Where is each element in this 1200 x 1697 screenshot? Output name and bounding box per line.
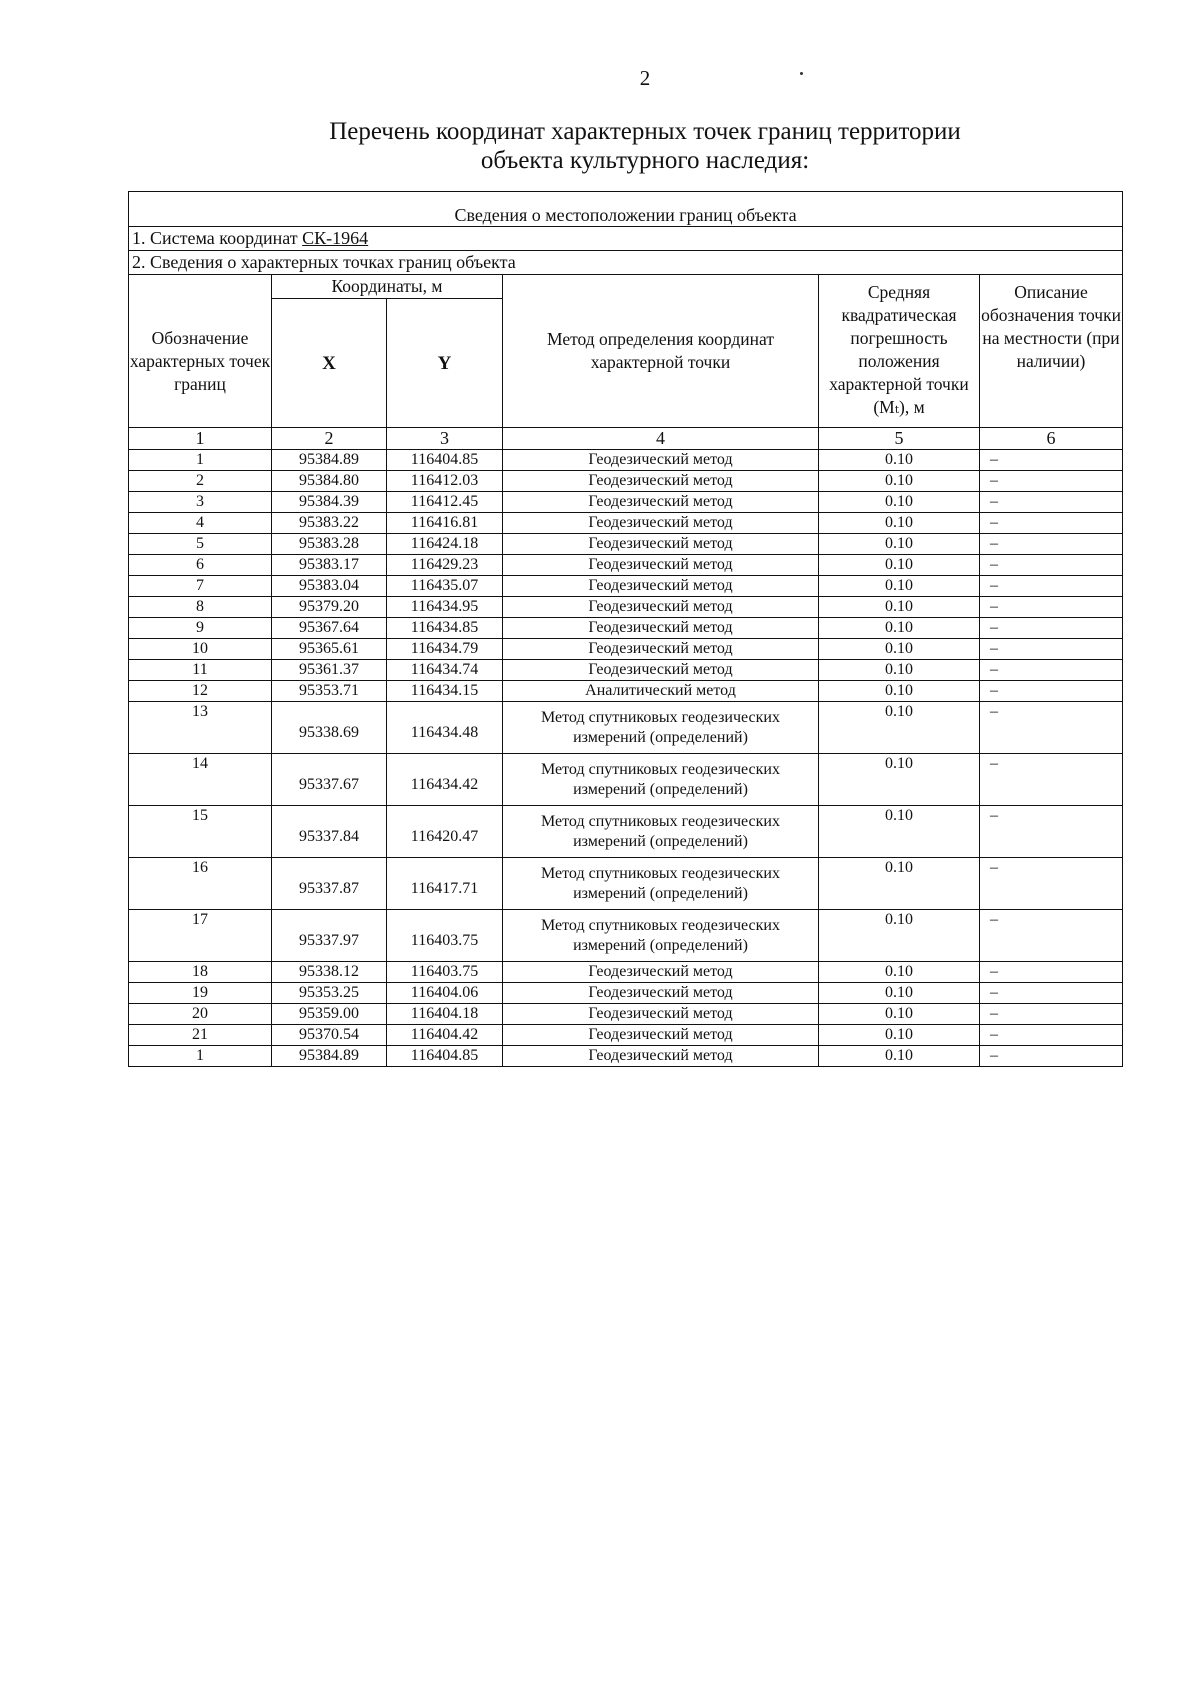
method-cell: Геодезический метод <box>503 450 819 471</box>
point-id-cell: 1 <box>129 450 272 471</box>
point-id-cell: 8 <box>129 597 272 618</box>
x-coordinate-cell: 95383.04 <box>272 576 387 597</box>
coordinate-system-row <box>129 227 1123 251</box>
header-x: X <box>272 299 387 428</box>
method-cell: Метод спутниковых геодезических измерений (определений) <box>503 910 819 962</box>
y-coordinate-cell: 116434.95 <box>387 597 503 618</box>
y-coordinate-cell: 116434.79 <box>387 639 503 660</box>
y-coordinate-cell: 116404.18 <box>387 1004 503 1025</box>
point-id-cell: 10 <box>129 639 272 660</box>
mean-error-cell: 0.10 <box>819 639 980 660</box>
table-row <box>129 471 1123 492</box>
table-row <box>129 858 1123 910</box>
x-coordinate-cell: 95338.12 <box>272 962 387 983</box>
description-cell: – <box>980 1004 1123 1025</box>
column-number: 6 <box>980 428 1123 450</box>
table-row <box>129 1025 1123 1046</box>
description-cell: – <box>980 597 1123 618</box>
x-coordinate-cell: 95370.54 <box>272 1025 387 1046</box>
x-coordinate-cell: 95383.28 <box>272 534 387 555</box>
y-coordinate-cell: 116404.06 <box>387 983 503 1004</box>
mean-error-cell: 0.10 <box>819 910 980 962</box>
table-row <box>129 754 1123 806</box>
mean-error-cell: 0.10 <box>819 806 980 858</box>
mean-error-cell: 0.10 <box>819 858 980 910</box>
x-coordinate-cell: 95337.97 <box>272 910 387 962</box>
point-id-cell: 20 <box>129 1004 272 1025</box>
method-cell: Геодезический метод <box>503 513 819 534</box>
scan-speck <box>800 72 803 75</box>
x-coordinate-cell: 95365.61 <box>272 639 387 660</box>
x-coordinate-cell: 95353.25 <box>272 983 387 1004</box>
y-coordinate-cell: 116417.71 <box>387 858 503 910</box>
x-coordinate-cell: 95338.69 <box>272 702 387 754</box>
table-row <box>129 681 1123 702</box>
header-y: Y <box>387 299 503 428</box>
table-row <box>129 513 1123 534</box>
mean-error-cell: 0.10 <box>819 471 980 492</box>
mean-error-cell: 0.10 <box>819 534 980 555</box>
header-point-description: Описание обозначения точки на местности (при наличии) <box>980 275 1123 428</box>
method-cell: Геодезический метод <box>503 1025 819 1046</box>
table-row <box>129 492 1123 513</box>
description-cell: – <box>980 681 1123 702</box>
mean-error-cell: 0.10 <box>819 597 980 618</box>
y-coordinate-cell: 116420.47 <box>387 806 503 858</box>
point-id-cell: 15 <box>129 806 272 858</box>
point-id-cell: 1 <box>129 1046 272 1067</box>
coordinate-system-name: СК-1964 <box>302 228 369 248</box>
table-row <box>129 962 1123 983</box>
document-title <box>0 117 1200 175</box>
y-coordinate-cell: 116429.23 <box>387 555 503 576</box>
table-row <box>129 639 1123 660</box>
point-id-cell: 19 <box>129 983 272 1004</box>
mean-error-cell: 0.10 <box>819 681 980 702</box>
y-coordinate-cell: 116403.75 <box>387 910 503 962</box>
y-coordinate-cell: 116404.42 <box>387 1025 503 1046</box>
y-coordinate-cell: 116404.85 <box>387 1046 503 1067</box>
table-row <box>129 910 1123 962</box>
description-cell: – <box>980 513 1123 534</box>
method-cell: Геодезический метод <box>503 597 819 618</box>
table-row <box>129 450 1123 471</box>
y-coordinate-cell: 116434.15 <box>387 681 503 702</box>
mean-error-cell: 0.10 <box>819 555 980 576</box>
x-coordinate-cell: 95359.00 <box>272 1004 387 1025</box>
column-number: 4 <box>503 428 819 450</box>
x-coordinate-cell: 95384.80 <box>272 471 387 492</box>
mean-error-cell: 0.10 <box>819 576 980 597</box>
description-cell: – <box>980 555 1123 576</box>
point-id-cell: 3 <box>129 492 272 513</box>
description-cell: – <box>980 983 1123 1004</box>
point-id-cell: 17 <box>129 910 272 962</box>
table-row <box>129 660 1123 681</box>
x-coordinate-cell: 95383.22 <box>272 513 387 534</box>
document-title-line-1: Перечень координат характерных точек границ территории <box>329 118 961 145</box>
x-coordinate-cell: 95383.17 <box>272 555 387 576</box>
description-cell: – <box>980 660 1123 681</box>
point-id-cell: 14 <box>129 754 272 806</box>
point-id-cell: 7 <box>129 576 272 597</box>
point-id-cell: 13 <box>129 702 272 754</box>
method-cell: Геодезический метод <box>503 555 819 576</box>
column-number: 2 <box>272 428 387 450</box>
mean-error-cell: 0.10 <box>819 1004 980 1025</box>
table-row <box>129 597 1123 618</box>
y-coordinate-cell: 116434.85 <box>387 618 503 639</box>
description-cell: – <box>980 492 1123 513</box>
method-cell: Геодезический метод <box>503 618 819 639</box>
method-cell: Геодезический метод <box>503 639 819 660</box>
description-cell: – <box>980 450 1123 471</box>
description-cell: – <box>980 806 1123 858</box>
point-id-cell: 6 <box>129 555 272 576</box>
table-row <box>129 983 1123 1004</box>
point-id-cell: 18 <box>129 962 272 983</box>
coordinate-system-label: 1. Система координат <box>132 228 303 248</box>
method-cell: Метод спутниковых геодезических измерений (определений) <box>503 806 819 858</box>
mean-error-cell: 0.10 <box>819 450 980 471</box>
point-id-cell: 5 <box>129 534 272 555</box>
description-cell: – <box>980 1025 1123 1046</box>
table-row <box>129 576 1123 597</box>
method-cell: Геодезический метод <box>503 660 819 681</box>
column-number: 3 <box>387 428 503 450</box>
column-number: 5 <box>819 428 980 450</box>
x-coordinate-cell: 95361.37 <box>272 660 387 681</box>
y-coordinate-cell: 116434.74 <box>387 660 503 681</box>
table-row <box>129 618 1123 639</box>
y-coordinate-cell: 116424.18 <box>387 534 503 555</box>
method-cell: Геодезический метод <box>503 962 819 983</box>
description-cell: – <box>980 962 1123 983</box>
x-coordinate-cell: 95353.71 <box>272 681 387 702</box>
x-coordinate-cell: 95384.89 <box>272 450 387 471</box>
method-cell: Геодезический метод <box>503 492 819 513</box>
mean-error-cell: 0.10 <box>819 983 980 1004</box>
table-caption: Сведения о местоположении границ объекта <box>129 192 1123 227</box>
x-coordinate-cell: 95337.67 <box>272 754 387 806</box>
mean-error-cell: 0.10 <box>819 660 980 681</box>
y-coordinate-cell: 116434.48 <box>387 702 503 754</box>
table-row <box>129 1046 1123 1067</box>
description-cell: – <box>980 754 1123 806</box>
point-id-cell: 11 <box>129 660 272 681</box>
x-coordinate-cell: 95367.64 <box>272 618 387 639</box>
mean-error-cell: 0.10 <box>819 754 980 806</box>
table-row <box>129 555 1123 576</box>
y-coordinate-cell: 116403.75 <box>387 962 503 983</box>
table-row <box>129 1004 1123 1025</box>
y-coordinate-cell: 116416.81 <box>387 513 503 534</box>
x-coordinate-cell: 95384.89 <box>272 1046 387 1067</box>
y-coordinate-cell: 116435.07 <box>387 576 503 597</box>
table-row <box>129 806 1123 858</box>
method-cell: Геодезический метод <box>503 471 819 492</box>
page-number: 2 <box>639 66 651 90</box>
point-id-cell: 9 <box>129 618 272 639</box>
method-cell: Геодезический метод <box>503 1046 819 1067</box>
point-id-cell: 4 <box>129 513 272 534</box>
column-number: 1 <box>129 428 272 450</box>
method-cell: Метод спутниковых геодезических измерений (определений) <box>503 858 819 910</box>
header-coordinates: Координаты, м <box>272 275 503 299</box>
description-cell: – <box>980 858 1123 910</box>
mean-error-cell: 0.10 <box>819 618 980 639</box>
x-coordinate-cell: 95384.39 <box>272 492 387 513</box>
description-cell: – <box>980 1046 1123 1067</box>
point-id-cell: 16 <box>129 858 272 910</box>
point-id-cell: 2 <box>129 471 272 492</box>
document-title-line-2: объекта культурного наследия: <box>480 147 810 174</box>
point-id-cell: 21 <box>129 1025 272 1046</box>
y-coordinate-cell: 116412.45 <box>387 492 503 513</box>
header-method: Метод определения координат характерной точки <box>503 275 819 428</box>
method-cell: Метод спутниковых геодезических измерений (определений) <box>503 754 819 806</box>
description-cell: – <box>980 471 1123 492</box>
mean-error-cell: 0.10 <box>819 492 980 513</box>
section-2-caption: 2. Сведения о характерных точках границ объекта <box>129 251 1123 275</box>
method-cell: Аналитический метод <box>503 681 819 702</box>
method-cell: Геодезический метод <box>503 576 819 597</box>
y-coordinate-cell: 116404.85 <box>387 450 503 471</box>
mean-error-cell: 0.10 <box>819 513 980 534</box>
method-cell: Геодезический метод <box>503 534 819 555</box>
mean-error-cell: 0.10 <box>819 702 980 754</box>
description-cell: – <box>980 576 1123 597</box>
table-row <box>129 702 1123 754</box>
x-coordinate-cell: 95337.84 <box>272 806 387 858</box>
x-coordinate-cell: 95379.20 <box>272 597 387 618</box>
description-cell: – <box>980 534 1123 555</box>
table-row <box>129 534 1123 555</box>
method-cell: Геодезический метод <box>503 1004 819 1025</box>
y-coordinate-cell: 116412.03 <box>387 471 503 492</box>
header-mean-error: Средняя квадратическая погрешность положения характерной точки (Mₜ), м <box>819 275 980 428</box>
description-cell: – <box>980 618 1123 639</box>
mean-error-cell: 0.10 <box>819 962 980 983</box>
description-cell: – <box>980 910 1123 962</box>
header-point-designation: Обозначение характерных точек границ <box>129 275 272 428</box>
mean-error-cell: 0.10 <box>819 1046 980 1067</box>
method-cell: Метод спутниковых геодезических измерений (определений) <box>503 702 819 754</box>
method-cell: Геодезический метод <box>503 983 819 1004</box>
y-coordinate-cell: 116434.42 <box>387 754 503 806</box>
coordinates-table <box>128 191 1123 1067</box>
x-coordinate-cell: 95337.87 <box>272 858 387 910</box>
description-cell: – <box>980 639 1123 660</box>
mean-error-cell: 0.10 <box>819 1025 980 1046</box>
point-id-cell: 12 <box>129 681 272 702</box>
description-cell: – <box>980 702 1123 754</box>
